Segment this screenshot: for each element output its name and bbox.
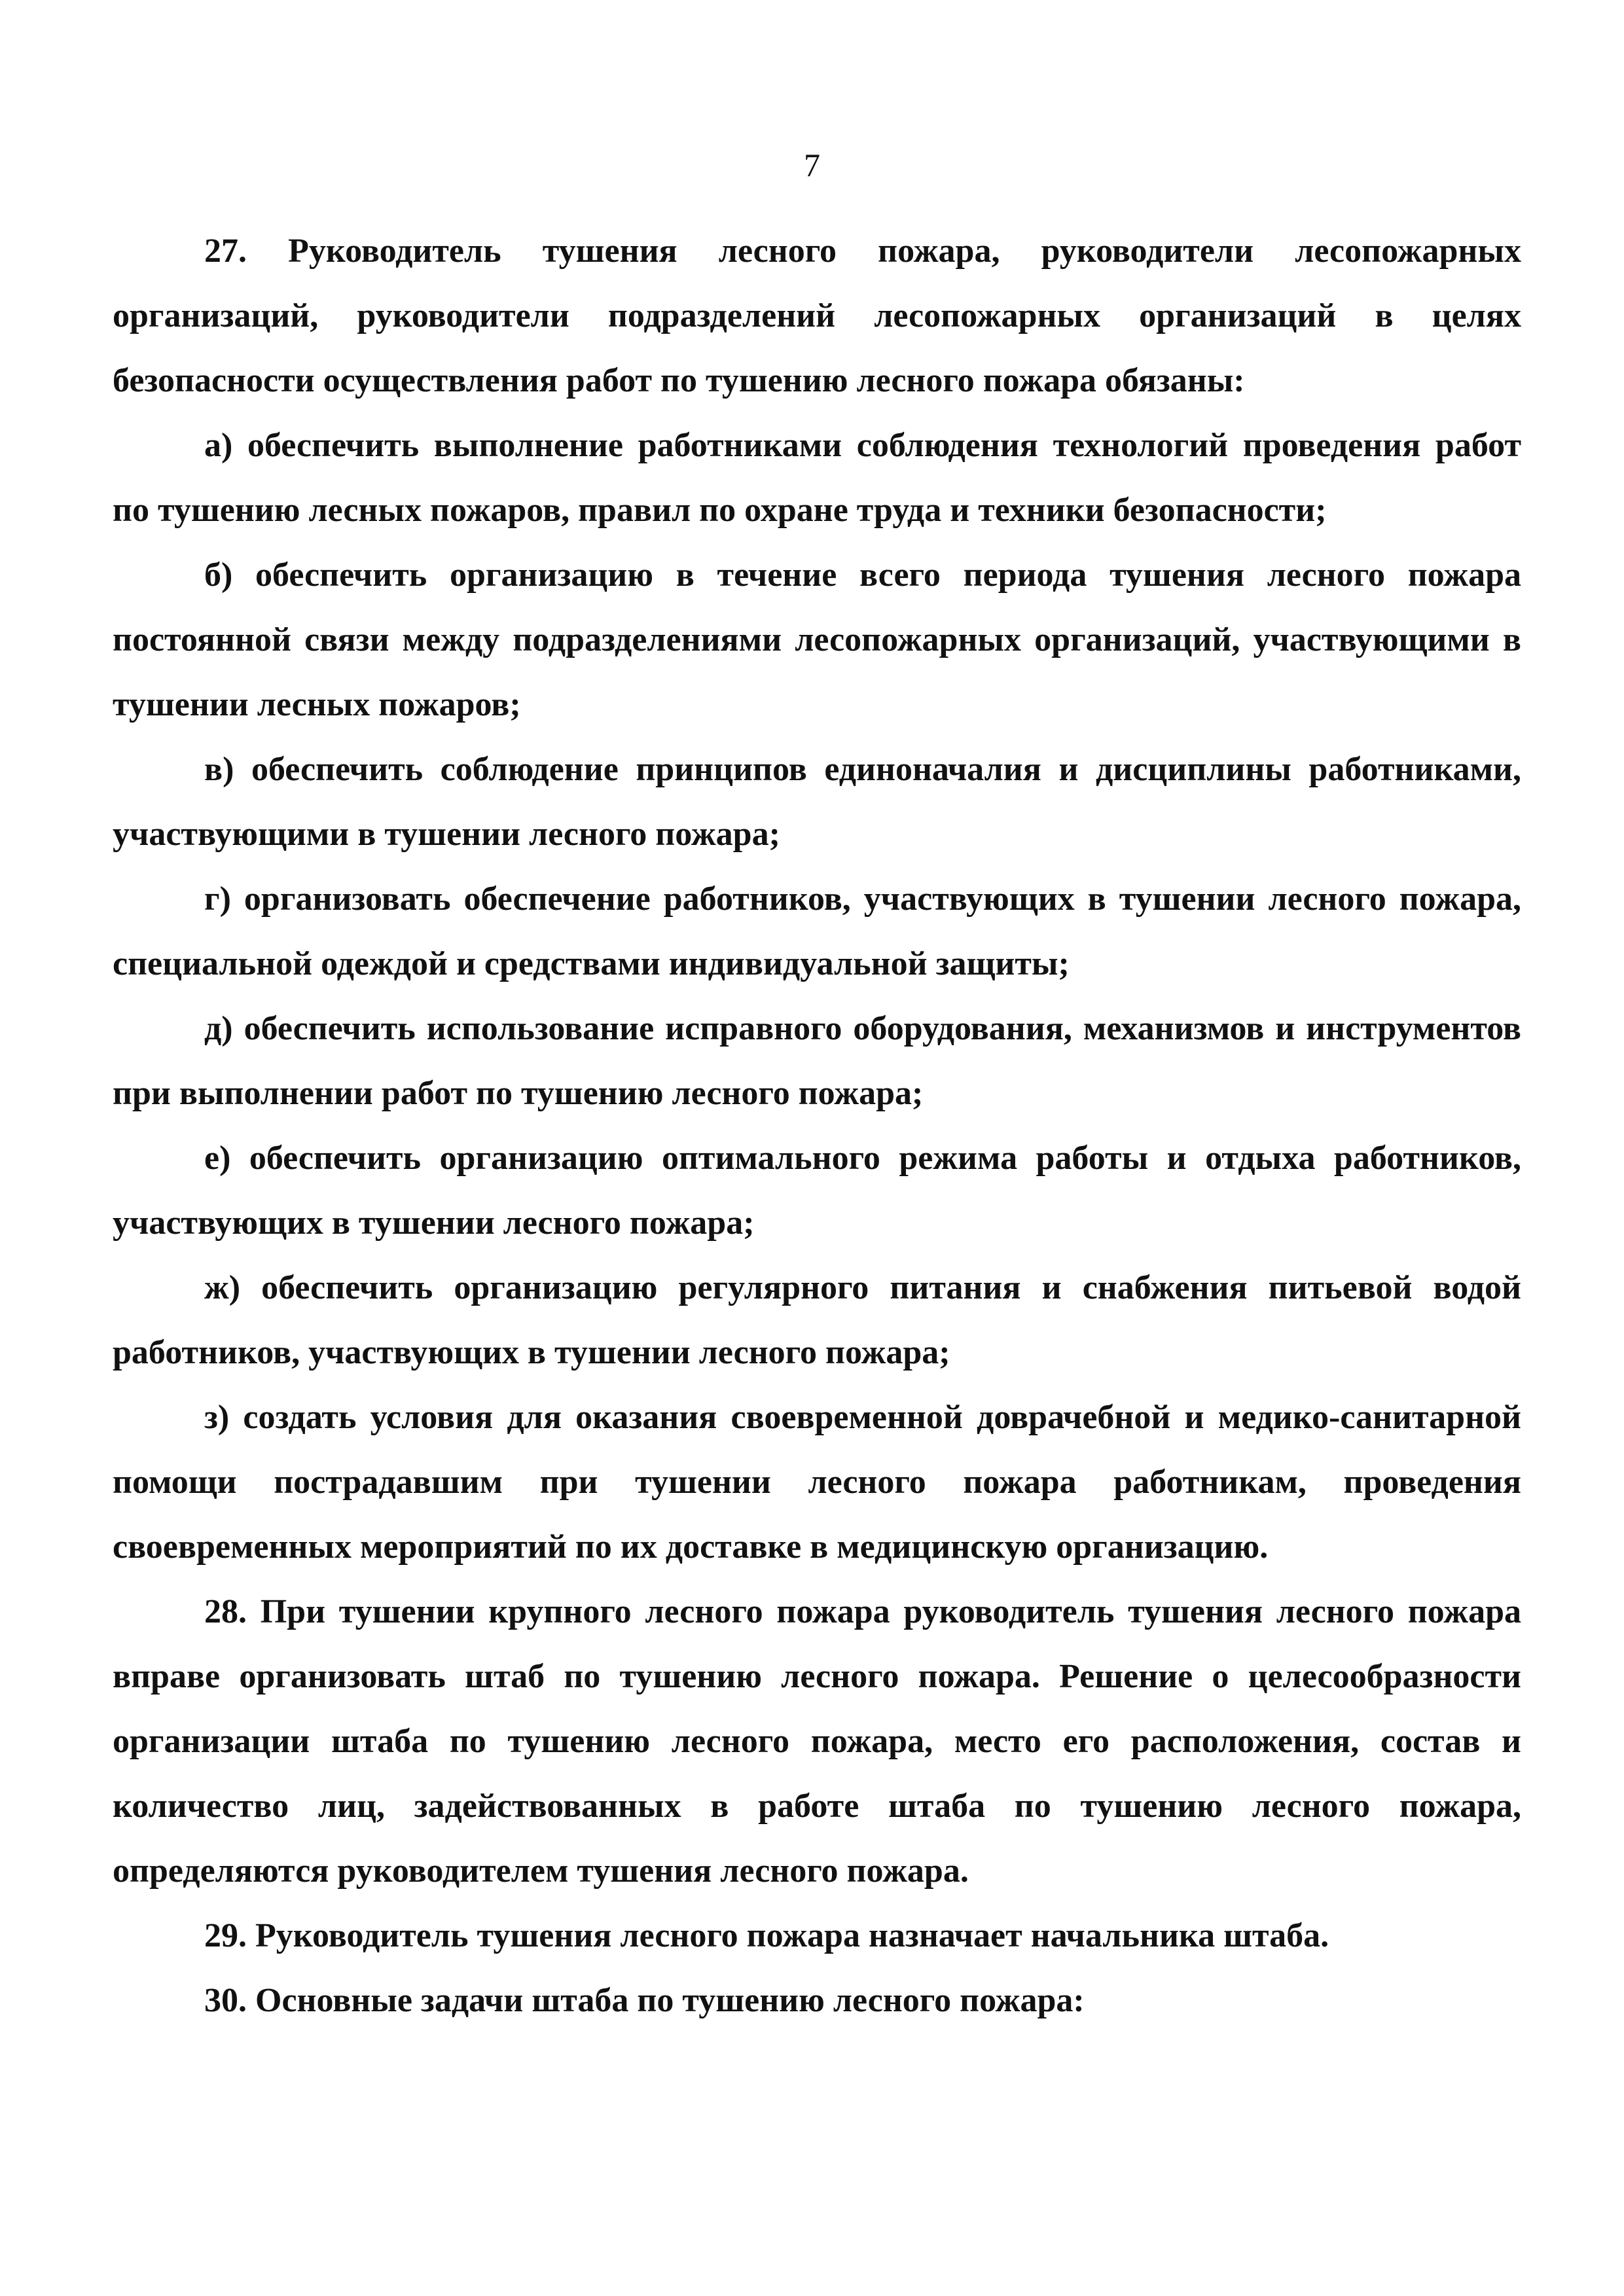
paragraph-30: 30. Основные задачи штаба по тушению лесного пожара: <box>204 1982 1085 2019</box>
document-body <box>113 219 1521 2033</box>
page-number: 7 <box>804 147 820 183</box>
paragraph-27-z: з) создать условия для оказания своевременной доврачебной и медико-санитарной помощи пострадавшим при тушении лесного пожара работникам, проведения своевременных мероприятий по их доставке в медицинскую организацию. <box>113 1399 1521 1566</box>
paragraph-27-zh: ж) обеспечить организацию регулярного питания и снабжения питьевой водой работников, участвующих в тушении лесного пожара; <box>113 1269 1521 1371</box>
paragraph-27: 27. Руководитель тушения лесного пожара, руководители лесопожарных организаций, руководители подразделений лесопожарных организаций в целях безопасности осуществления работ по тушению лесного пожара обязаны: <box>113 232 1521 399</box>
paragraph-29: 29. Руководитель тушения лесного пожара назначает начальника штаба. <box>204 1917 1329 1954</box>
paragraph-27-e: е) обеспечить организацию оптимального режима работы и отдыха работников, участвующих в тушении лесного пожара; <box>113 1139 1521 1242</box>
paragraph-28: 28. При тушении крупного лесного пожара руководитель тушения лесного пожара вправе организовать штаб по тушению лесного пожара. Решение о целесообразности организации штаба по тушению лесного пожара, место его расположения, состав и количество лиц, задействованных в работе штаба по тушению лесного пожара, определяются руководителем тушения лесного пожара. <box>113 1593 1521 1890</box>
paragraph-27-a: а) обеспечить выполнение работниками соблюдения технологий проведения работ по тушению лесных пожаров, правил по охране труда и техники безопасности; <box>113 427 1521 529</box>
paragraph-27-b: б) обеспечить организацию в течение всего периода тушения лесного пожара постоянной связи между подразделениями лесопожарных организаций, участвующими в тушении лесных пожаров; <box>113 556 1521 723</box>
paragraph-27-d: д) обеспечить использование исправного оборудования, механизмов и инструментов при выполнении работ по тушению лесного пожара; <box>113 1010 1521 1112</box>
paragraph-27-g: г) организовать обеспечение работников, участвующих в тушении лесного пожара, специальной одеждой и средствами индивидуальной защиты; <box>113 880 1521 982</box>
paragraph-27-v: в) обеспечить соблюдение принципов единоначалия и дисциплины работниками, участвующими в тушении лесного пожара; <box>113 751 1521 853</box>
